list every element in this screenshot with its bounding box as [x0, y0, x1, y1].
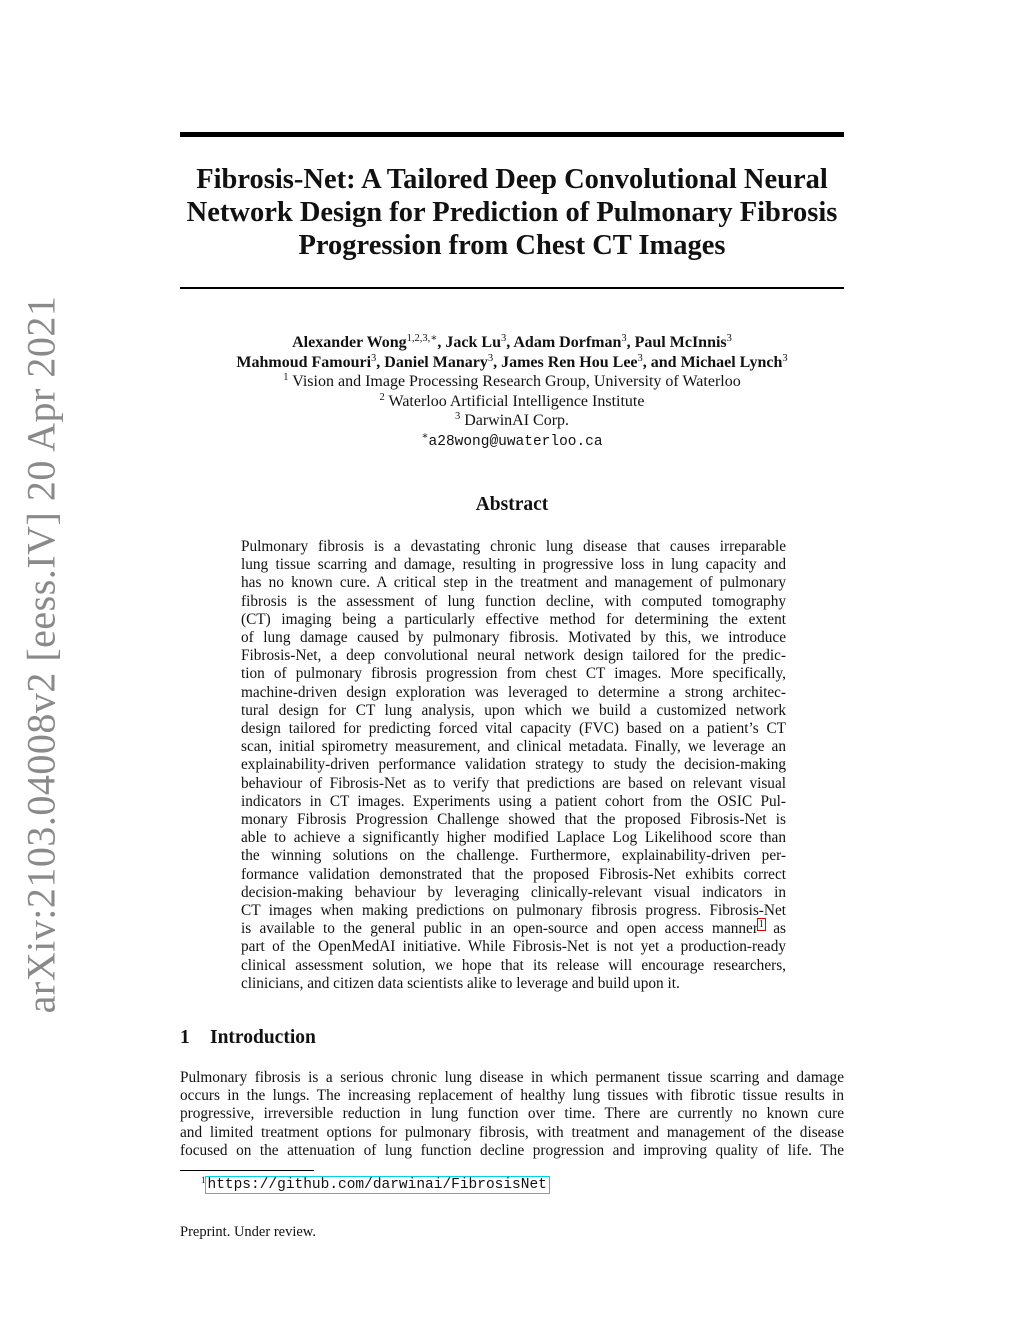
author-separator: ,	[642, 353, 651, 371]
abstract-line: lung tissue scarring and damage, resulting in progressive loss in lung capacity and	[241, 556, 786, 574]
title-line: Fibrosis-Net: A Tailored Deep Convolutional Neural	[196, 164, 828, 195]
abstract-line: Fibrosis-Net, a deep convolutional neural network design tailored for the predic-	[241, 647, 786, 665]
author-name: Adam Dorfman	[513, 334, 622, 351]
author-name: Mahmoud Famouri	[236, 353, 372, 371]
title-bottom-rule	[180, 287, 844, 289]
abstract-line: machine-driven design exploration was leveraged to determine a strong architec-	[241, 683, 786, 701]
intro-line: Pulmonary fibrosis is a serious chronic lung disease in which permanent tissue scarring and damage	[180, 1069, 844, 1086]
title-line: Network Design for Prediction of Pulmonary Fibrosis	[186, 197, 838, 228]
abstract-line: explainability-driven performance validation strategy to study the decision-making	[241, 756, 786, 774]
author-affiliation-marker: 3	[726, 333, 732, 344]
author-name: Paul McInnis	[634, 334, 727, 351]
author-affiliation-marker: 3	[501, 333, 507, 344]
author-and: and	[650, 353, 681, 371]
affiliation-text: Waterloo Artificial Intelligence Institute	[388, 392, 645, 410]
abstract-line: monary Fibrosis Progression Challenge showed that the proposed Fibrosis-Net is	[241, 811, 786, 829]
abstract-line: scan, initial spirometry measurement, and clinical metadata. Finally, we leverage an	[241, 738, 786, 756]
footnote-rule	[180, 1170, 314, 1171]
abstract-line: clinicians, and citizen data scientists alike to leverage and build upon it.	[241, 974, 680, 992]
author-name: Alexander Wong	[292, 334, 407, 351]
abstract-line: design tailored for predicting forced vital capacity (FVC) based on a patient’s CT	[241, 720, 786, 738]
abstract-line: (CT) imaging being a particularly effective method for determining the extent	[241, 610, 786, 628]
abstract-line: fibrosis is the assessment of lung function decline, with computed tomography	[241, 592, 786, 610]
author-line-2	[180, 353, 844, 373]
author-separator: ,	[626, 334, 635, 351]
affiliation-3	[180, 411, 844, 431]
abstract-line: part of the OpenMedAI initiative. While Fibrosis-Net is not yet a production-ready	[241, 938, 786, 956]
abstract-body	[241, 538, 786, 993]
abstract-line: CT images when making predictions on pulmonary fibrosis progress. Fibrosis-Net	[241, 902, 786, 920]
footnote	[201, 1176, 549, 1193]
arxiv-identifier-text: arXiv:2103.04008v2 [eess.IV] 20 Apr 2021	[18, 295, 64, 1013]
author-name: Jack Lu	[445, 334, 501, 351]
intro-line: and limited treatment options for pulmonary fibrosis, with treatment and management of the disease	[180, 1123, 844, 1141]
contact-email	[180, 431, 844, 453]
affiliation-text: DarwinAI Corp.	[464, 412, 570, 429]
author-block	[180, 333, 844, 452]
abstract-line: decision-making behaviour by leveraging clinically-relevant visual indicators in	[241, 883, 786, 901]
paper-title	[180, 163, 844, 262]
intro-line: occurs in the lungs. The increasing replacement of healthy lung tissues with fibrotic tissue results in	[180, 1087, 844, 1105]
affiliation-1	[180, 372, 844, 392]
introduction-body	[180, 1069, 844, 1160]
abstract-line: of lung damage caused by pulmonary fibrosis. Motivated by this, we introduce	[241, 629, 786, 647]
abstract-line: tion of pulmonary fibrosis progression from chest CT images. More specifically,	[241, 665, 786, 683]
author-affiliation-marker: 3	[782, 352, 788, 364]
author-affiliation-marker: 3	[487, 352, 494, 364]
section-heading-introduction	[180, 1027, 844, 1049]
email-marker: ∗	[421, 430, 429, 442]
author-separator: ,	[493, 353, 502, 371]
abstract-line: clinical assessment solution, we hope that its release will encourage researchers,	[241, 956, 786, 974]
abstract-text: as	[764, 920, 786, 938]
section-number: 1	[180, 1027, 190, 1048]
footnote-marker: 1	[201, 1175, 206, 1185]
affiliation-marker: 3	[454, 411, 461, 422]
abstract-line: formance validation demonstrated that the proposed Fibrosis-Net exhibits correct	[241, 865, 786, 883]
abstract-line: behaviour of Fibrosis-Net as to verify that predictions are based on relevant visual	[241, 774, 786, 792]
title-top-rule	[180, 132, 844, 137]
intro-line: focused on the attenuation of lung function decline progression and improving quality of life. The	[180, 1141, 844, 1159]
intro-line: progressive, irreversible reduction in lung function over time. There are currently no known cure	[180, 1105, 844, 1123]
author-affiliation-marker: 3	[621, 333, 627, 344]
author-separator: ,	[506, 334, 514, 351]
author-name: James Ren Hou Lee	[501, 353, 638, 371]
abstract-line: tural design for CT lung analysis, upon which we build a customized network	[241, 701, 786, 719]
footnote-ref-link[interactable]: 1	[758, 919, 764, 931]
affiliation-text: Vision and Image Processing Research Group, University of Waterloo	[292, 373, 741, 390]
abstract-line-with-footnote	[241, 920, 786, 938]
author-name: Michael Lynch	[680, 353, 783, 371]
author-affiliation-marker: 1,2,3,∗	[406, 333, 438, 344]
abstract-line: able to achieve a significantly higher modified Laplace Log Likelihood score than	[241, 829, 786, 847]
affiliation-marker: 2	[379, 391, 385, 403]
preprint-note: Preprint. Under review.	[180, 1224, 316, 1240]
abstract-line: the winning solutions on the challenge. Furthermore, explainability-driven per-	[241, 847, 786, 865]
abstract-heading: Abstract	[475, 494, 549, 515]
abstract-line: Pulmonary fibrosis is a devastating chronic lung disease that causes irreparable	[241, 538, 786, 555]
affiliation-marker: 1	[283, 372, 289, 383]
abstract-line: indicators in CT images. Experiments using a patient cohort from the OSIC Pul-	[241, 792, 786, 810]
author-affiliation-marker: 3	[371, 352, 377, 364]
title-line: Progression from Chest CT Images	[298, 230, 726, 261]
author-separator: ,	[437, 334, 446, 351]
footnote-url-link[interactable]: https://github.com/darwinai/FibrosisNet	[207, 1177, 547, 1193]
email-address[interactable]: a28wong@uwaterloo.ca	[428, 433, 603, 450]
affiliation-2	[180, 392, 844, 412]
author-name: Daniel Manary	[384, 353, 488, 371]
abstract-line: has no known cure. A critical step in the treatment and management of pulmonary	[241, 574, 786, 592]
arxiv-identifier	[12, 295, 70, 1013]
author-line-1	[180, 333, 844, 353]
author-affiliation-marker: 3	[637, 352, 643, 364]
author-separator: ,	[376, 353, 385, 371]
section-title: Introduction	[210, 1027, 316, 1048]
abstract-text: is available to the general public in an open-source and open access manner	[241, 920, 758, 938]
